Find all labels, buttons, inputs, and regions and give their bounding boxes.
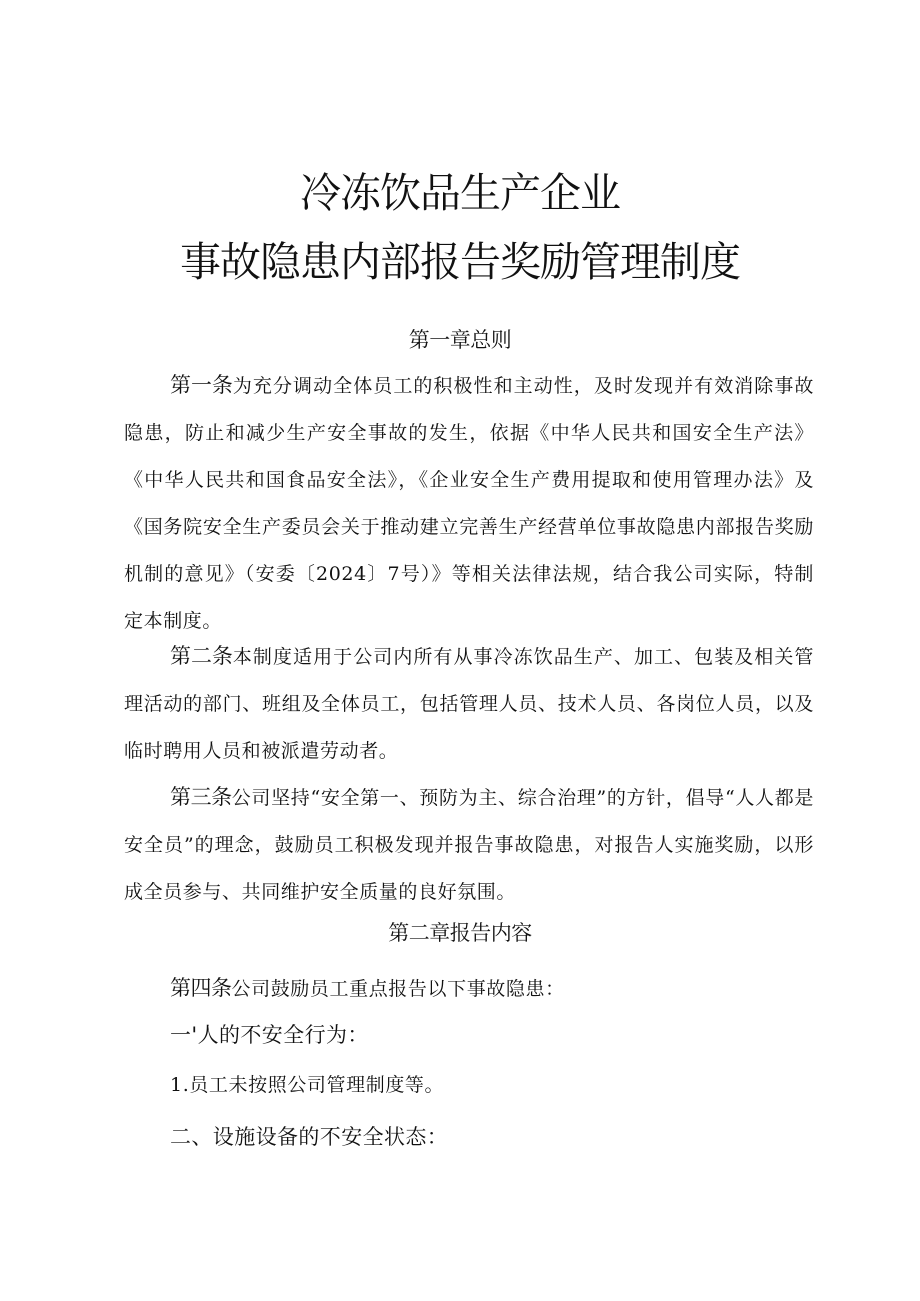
article-text: 公司鼓励员工重点报告以下事故隐患： [231, 978, 565, 1000]
article-text: 为充分调动全体员工的积极性和主动性，及时发现并有效消除事故隐患，防止和减少生产安全事故的发生，依据《中华人民共和国安全生产法》《中华人民共和国食品安全法》，《企业安全生产费用提取和使用管理办法》及《国务院安全生产委员会关于推动建立完善生产经营单位事故隐患内部报告奖励机制的意见》（安委〔2024〕7号）》等相关法律法规，结合我公司实际，特制定本制度。 [124, 375, 815, 632]
article-text: 本制度适用于公司内所有从事冷冻饮品生产、加工、包装及相关管理活动的部门、班组及全体员工，包括管理人员、技术人员、各岗位人员，以及临时聘用人员和被派遣劳动者。 [124, 646, 815, 762]
document-title-line-2: 事故隐患内部报告奖励管理制度 [180, 238, 740, 286]
article-paragraph [124, 362, 814, 645]
article-paragraph [124, 965, 814, 1013]
article-text: 公司坚持“安全第一、预防为主、综合治理”的方针，倡导“人人都是安全员”的理念，鼓励员工积极发现并报告事故隐患，对报告人实施奖励，以形成全员参与、共同维护安全质量的良好氛围。 [124, 787, 814, 903]
article-number: 第三条 [170, 785, 232, 809]
article-paragraph [124, 633, 814, 775]
section-heading-unsafe-behavior: 一'人的不安全行为： [170, 1023, 369, 1047]
chapter-heading-2: 第二章报告内容 [388, 921, 532, 945]
document-title-line-1: 冷冻饮品生产企业 [300, 169, 620, 217]
article-paragraph [124, 774, 814, 916]
article-number: 第二条 [170, 644, 233, 668]
article-number: 第四条 [170, 976, 232, 1000]
list-item: 1.员工未按照公司管理制度等。 [170, 1074, 445, 1096]
chapter-heading-1: 第一章总则 [408, 328, 512, 352]
section-heading-unsafe-equipment: 二、设施设备的不安全状态： [170, 1125, 449, 1149]
article-number: 第一条 [170, 373, 233, 397]
